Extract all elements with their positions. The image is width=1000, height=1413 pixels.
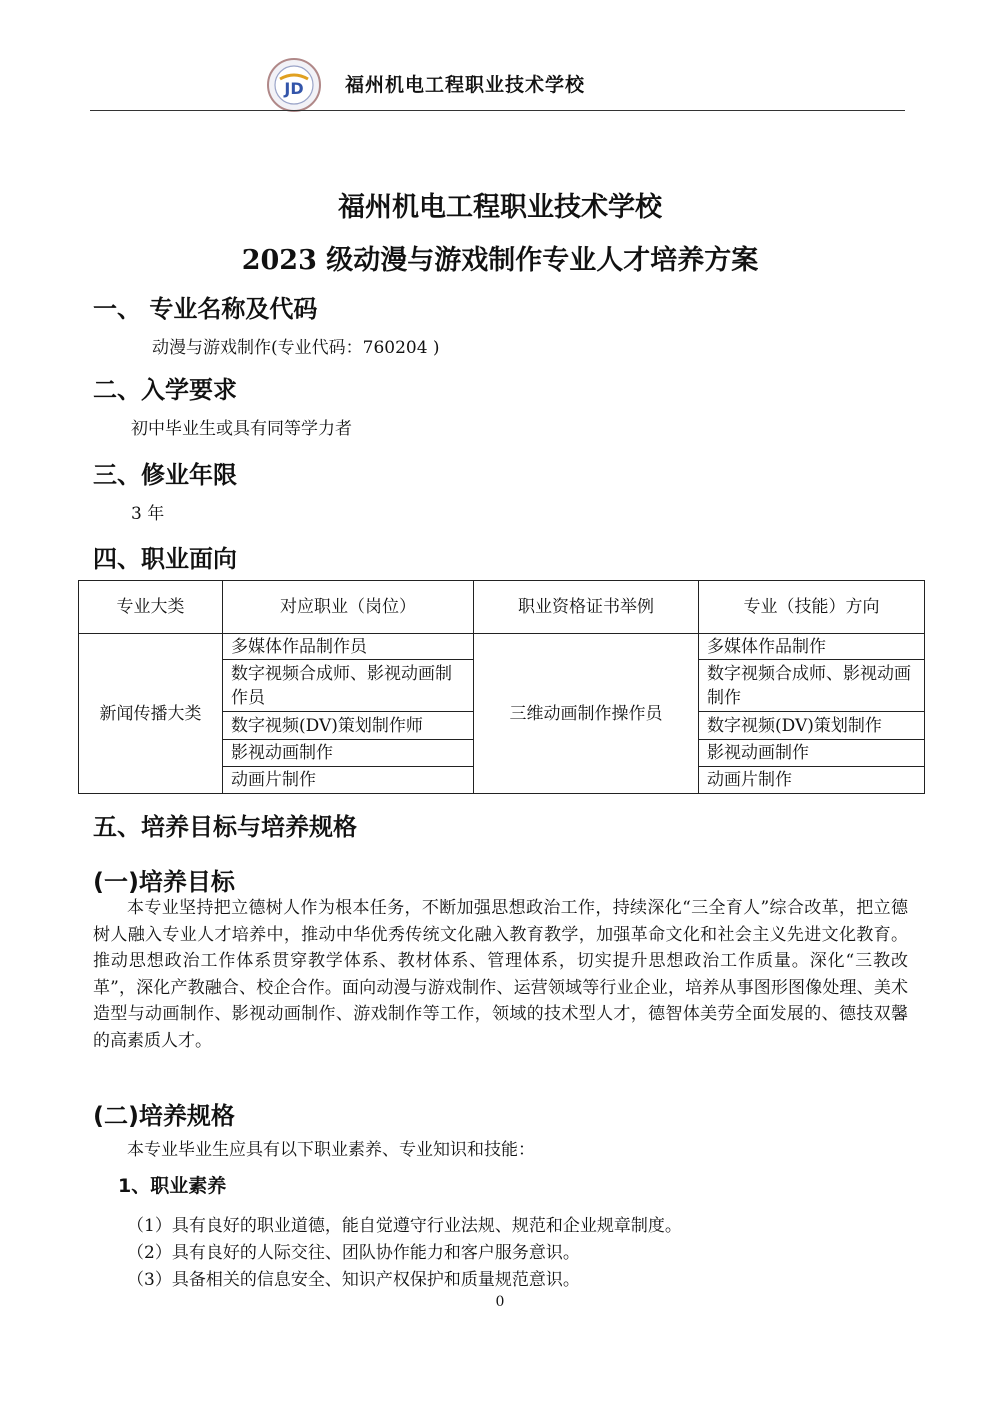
direction-cell: 多媒体作品制作 [699,634,925,660]
section-1-heading: 一、 专业名称及代码 [93,295,318,323]
school-logo-icon [266,57,322,113]
list-item: （3）具备相关的信息安全、知识产权保护和质量规范意识。 [127,1270,580,1290]
header-occupation: 对应职业（岗位） [223,581,474,634]
category-cell: 新闻传播大类 [79,634,223,794]
svg-text:JD: JD [284,79,304,98]
page-number: 0 [495,1294,505,1310]
document-title-line1: 福州机电工程职业技术学校 [338,192,662,223]
career-table [78,580,925,794]
document-title-line2: 2023 级动漫与游戏制作专业人才培养方案 [241,245,759,276]
school-header-name: 福州机电工程职业技术学校 [345,74,586,96]
section-2-content: 初中毕业生或具有同等学力者 [131,419,352,439]
specs-sub-heading: 1、职业素养 [118,1175,227,1197]
list-item: （2）具有良好的人际交往、团队协作能力和客户服务意识。 [127,1243,580,1263]
occupation-cell: 多媒体作品制作员 [223,634,474,660]
goals-heading: (一)培养目标 [93,868,235,896]
header-category: 专业大类 [79,581,223,634]
specs-heading: (二)培养规格 [93,1102,235,1130]
direction-cell: 数字视频合成师、影视动画制作 [699,660,925,712]
occupation-cell: 影视动画制作 [223,740,474,767]
section-3-content: 3 年 [131,504,165,524]
section-3-heading: 三、修业年限 [93,461,237,489]
section-1-content: 动漫与游戏制作(专业代码：760204 ) [152,338,440,358]
section-5-heading: 五、培养目标与培养规格 [93,813,357,841]
direction-cell: 动画片制作 [699,767,925,794]
table-row [79,634,925,660]
direction-cell: 影视动画制作 [699,740,925,767]
header-divider [90,110,905,111]
specs-intro: 本专业毕业生应具有以下职业素养、专业知识和技能： [127,1140,535,1160]
list-item: （1）具有良好的职业道德，能自觉遵守行业法规、规范和企业规章制度。 [127,1216,682,1236]
section-2-heading: 二、入学要求 [93,376,237,404]
header-direction: 专业（技能）方向 [699,581,925,634]
header-certificate: 职业资格证书举例 [474,581,699,634]
occupation-cell: 数字视频(DV)策划制作师 [223,712,474,740]
occupation-cell: 数字视频合成师、影视动画制作员 [223,660,474,712]
certificate-cell: 三维动画制作操作员 [474,634,699,794]
occupation-cell: 动画片制作 [223,767,474,794]
section-4-heading: 四、职业面向 [93,545,237,573]
career-table-header-row [79,581,925,634]
goals-paragraph: 本专业坚持把立德树人作为根本任务，不断加强思想政治工作，持续深化“三全育人”综合改革，把立德树人融入专业人才培养中，推动中华优秀传统文化融入教育教学，加强革命文化和社会主义先进文化教育。推动思想政治工作体系贯穿教学体系、教材体系、管理体系，切实提升思想政治工作质量。深化“三教改革”，深化产教融合、校企合作。面向动漫与游戏制作、运营领域等行业企业，培养从事图形图像处理、美术造型与动画制作、影视动画制作、游戏制作等工作，领域的技术型人才，德智体美劳全面发展的、德技双馨的高素质人才。 [93,898,908,1051]
direction-cell: 数字视频(DV)策划制作 [699,712,925,740]
